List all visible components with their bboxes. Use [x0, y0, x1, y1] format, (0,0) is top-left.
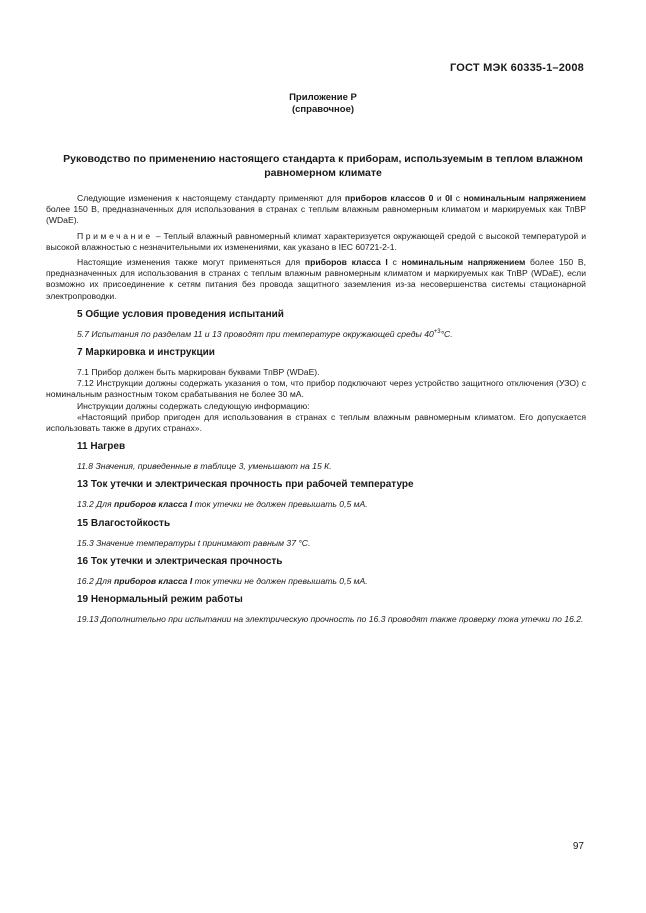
section-heading-13: 13 Ток утечки и электрическая прочность при рабочей температуре — [77, 479, 414, 491]
second-paragraph — [46, 257, 586, 302]
text-run: Следующие изменения к настоящему стандарту применяют для — [77, 193, 345, 203]
document-body — [46, 193, 586, 629]
bold-term: приборов класса I — [304, 257, 388, 268]
section-heading-16: 16 Ток утечки и электрическая прочность — [77, 555, 283, 567]
main-title: Руководство по применению настоящего стандарта к приборам, используемым в теплом влажном равномерном климате — [63, 153, 583, 179]
clause-7-1: 7.1 Прибор должен быть маркирован буквами ТпВР (WDaE). — [77, 367, 320, 378]
clause-19-13 — [46, 614, 586, 625]
clause-7-12: 7.12 Инструкции должны содержать указания о том, что прибор подключают через устройство защитного отключения (УЗО) с номинальным разностным током срабатывания не более 30 мА. — [46, 378, 586, 400]
text-run: ток утечки не должен превышать 0,5 мА. — [192, 575, 368, 586]
clause-19-13-text: 19.13 Дополнительно при испытании на электрическую прочность по 16.3 проводят также проверку тока утечки по 16.2. — [77, 614, 584, 625]
clause-7-12-quote: «Настоящий прибор пригоден для использования в странах с теплым влажным равномерным климатом. Его допускается использовать также в других странах». — [46, 411, 586, 434]
section-heading-7: 7 Маркировка и инструкции — [77, 347, 215, 359]
bold-term: 0I — [445, 193, 453, 203]
clause-15-3 — [46, 538, 586, 549]
annex-heading — [0, 92, 646, 116]
bold-term: приборов класса I — [114, 499, 193, 510]
clause-15-3-text: 15.3 Значение температуры t принимают равным 37 °С. — [77, 537, 311, 548]
text-run: и — [433, 193, 446, 203]
clause-5-7-text: 5.7 Испытания по разделам 11 и 13 проводят при температуре окружающей среды 40 — [77, 328, 434, 339]
text-run: более 150 В, предназначенных для использования в странах с теплым влажным равномерным климатом и маркируемых как ТпВР (WDaE). — [46, 204, 586, 226]
tolerance-superscript: +3 — [433, 328, 441, 335]
text-run: с — [452, 193, 464, 203]
standard-header: ГОСТ МЭК 60335-1–2008 — [449, 62, 584, 74]
text-run: 13.2 Для — [77, 499, 114, 510]
clause-13-2-text — [77, 499, 368, 509]
section-heading-19: 19 Ненормальный режим работы — [77, 594, 243, 606]
clause-16-2-text — [77, 576, 368, 586]
bold-term: приборов класса I — [114, 575, 193, 586]
annex-title: Приложение Р — [289, 92, 357, 103]
page-number: 97 — [572, 841, 584, 852]
note-text: – Теплый влажный равномерный климат характеризуется окружающей средой с высокой температурой и высокой влажностью с незначительными их изменениями, как указано в IEC 60721-2-1. — [46, 230, 586, 252]
section-heading-15: 15 Влагостойкость — [77, 517, 171, 529]
text-run: с — [387, 257, 402, 268]
text-run: более 150 В, предназначенных для использования в странах с теплым влажным равномерным климатом и маркируемых как ТпВР (WDaE), если возможно их присоединение к сетям питания без провода защитного заземления из-за несовершенства системы стационарной электропроводки. — [46, 257, 586, 301]
clause-11-8 — [46, 461, 586, 472]
intro-paragraph — [46, 193, 586, 227]
clause-16-2 — [46, 576, 586, 587]
section-heading-5: 5 Общие условия проведения испытаний — [77, 308, 284, 320]
note-label: Примечание — [77, 230, 153, 241]
text-run: ток утечки не должен превышать 0,5 мА. — [192, 499, 368, 510]
clause-5-7 — [46, 329, 586, 340]
clause-5-7-unit: °С. — [440, 328, 453, 339]
note-paragraph — [46, 231, 586, 253]
text-run: Настоящие изменения также могут применяться для — [77, 257, 305, 268]
bold-term: номинальным напряжением — [401, 257, 526, 268]
text-run: 16.2 Для — [77, 575, 114, 586]
bold-term: приборов классов 0 — [344, 193, 434, 203]
clause-11-8-text: 11.8 Значения, приведенные в таблице 3, уменьшают на 15 К. — [77, 461, 332, 472]
bold-term: номинальным напряжением — [463, 193, 587, 203]
section-heading-11: 11 Нагрев — [77, 441, 126, 453]
clause-13-2 — [46, 499, 586, 510]
annex-subtitle: (справочное) — [291, 104, 355, 115]
clause-7-12-instructions: Инструкции должны содержать следующую информацию: — [77, 400, 310, 411]
